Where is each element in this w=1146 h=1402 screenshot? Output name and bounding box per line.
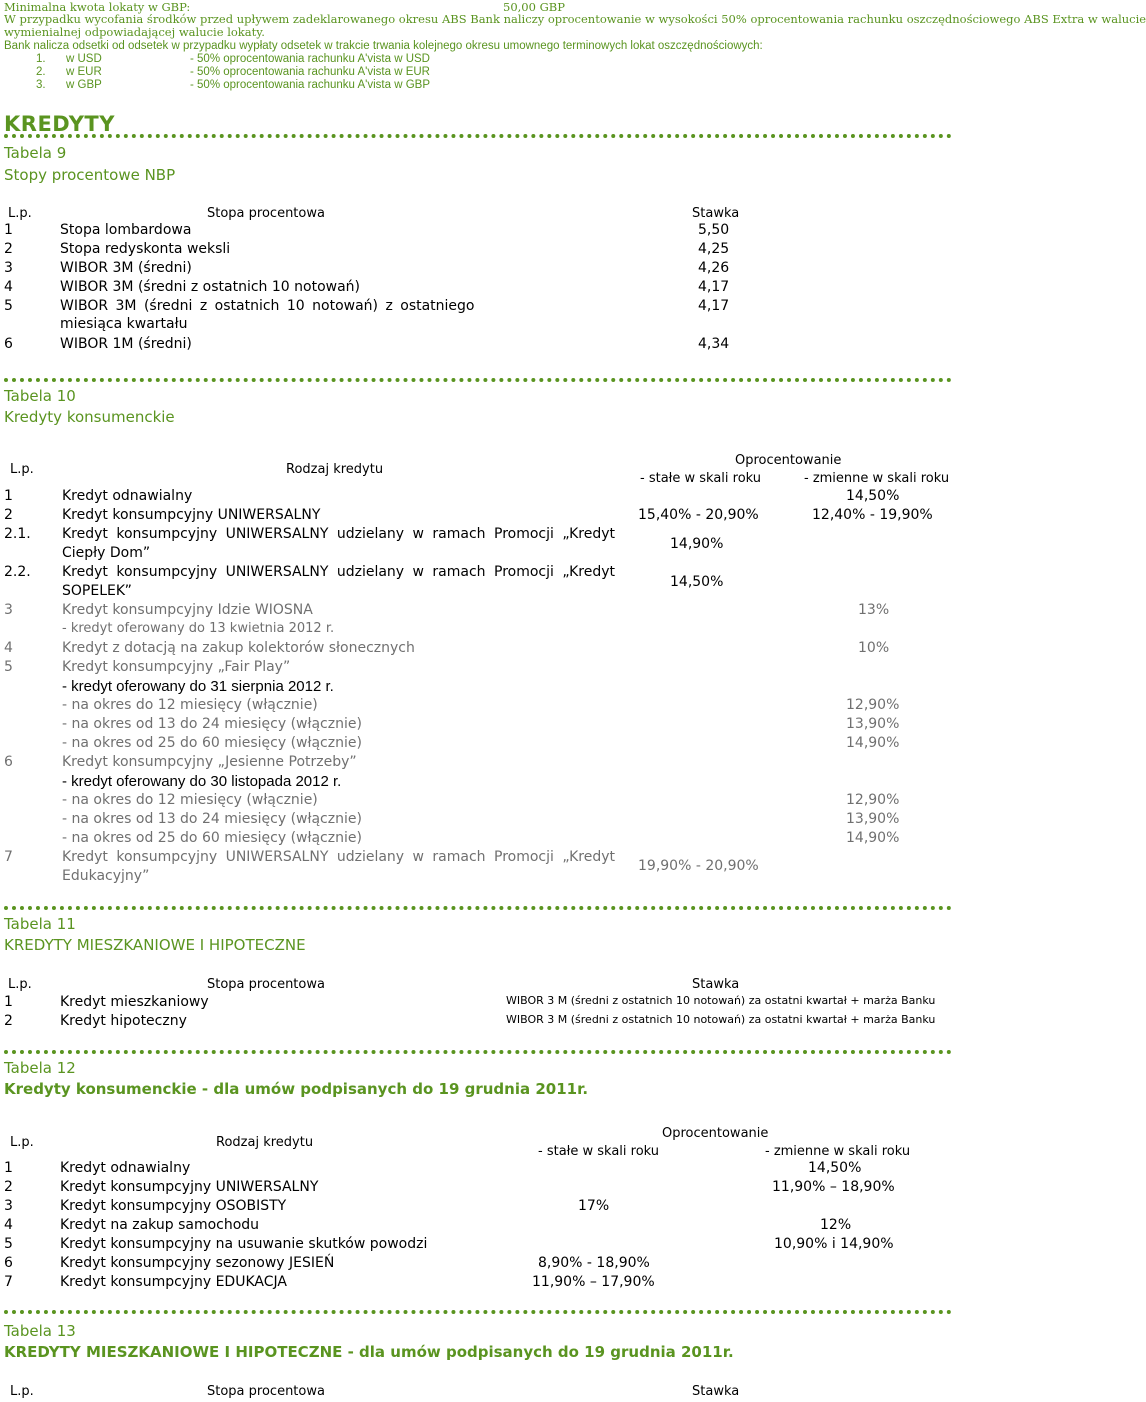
row-name: Kredyt hipoteczny xyxy=(60,1013,187,1029)
list-item-currency: w GBP xyxy=(66,79,102,91)
sub-row-variable: 14,90% xyxy=(846,735,900,751)
row-rate: WIBOR 3 M (średni z ostatnich 10 notowań) za ostatni kwartał + marża Banku xyxy=(506,994,936,1007)
row-variable: 10,90% i 14,90% xyxy=(774,1236,894,1252)
row-name: Kredyt konsumpcyjny „Jesienne Potrzeby” xyxy=(62,754,357,770)
row-lp: 1 xyxy=(4,488,13,504)
row-fixed: 19,90% - 20,90% xyxy=(638,858,759,874)
row-variable: 10% xyxy=(858,640,890,656)
col-header-name: Rodzaj kredytu xyxy=(216,1135,314,1150)
row-name: Stopa lombardowa xyxy=(60,222,192,238)
sub-row-variable: 12,90% xyxy=(846,697,900,713)
row-rate: 4,26 xyxy=(698,260,730,276)
row-lp: 4 xyxy=(4,1217,13,1233)
col-header-name: Stopa procentowa xyxy=(207,1384,325,1399)
row-rate: 4,17 xyxy=(698,298,730,314)
row-lp: 2 xyxy=(4,1013,13,1029)
row-lp: 4 xyxy=(4,640,13,656)
col-header-fixed: - stałe w skali roku xyxy=(640,471,762,486)
list-item-text: - 50% oprocentowania rachunku A'vista w GBP xyxy=(190,79,430,91)
dotted-divider xyxy=(4,1310,952,1314)
row-variable: 14,50% xyxy=(846,488,900,504)
list-item-num: 3. xyxy=(36,79,46,91)
row-variable: 14,50% xyxy=(808,1160,862,1176)
row-variable: 13% xyxy=(858,602,890,618)
withdrawal-note-cont: wymienialnej odpowiadającej walucie lokaty. xyxy=(4,25,265,39)
withdrawal-note: W przypadku wycofania środków przed upływem zadeklarowanego okresu ABS Bank naliczy oprocentowanie w wysokości 50% oprocentowania rachunku oszczędnościowego ABS Extra w walucie xyxy=(4,12,1146,26)
col-header-lp: L.p. xyxy=(10,1135,34,1150)
row-lp: 5 xyxy=(4,1236,13,1252)
row-lp: 5 xyxy=(4,659,13,675)
row-rate: 4,17 xyxy=(698,279,730,295)
row-name: WIBOR 1M (średni) xyxy=(60,336,192,352)
row-lp: 1 xyxy=(4,222,13,238)
sub-row-name: - na okres do 12 miesięcy (włącznie) xyxy=(62,697,318,713)
sub-row-variable: 13,90% xyxy=(846,716,900,732)
sub-row-name: - na okres od 25 do 60 miesięcy (włącznie) xyxy=(62,735,362,751)
row-rate: 4,34 xyxy=(698,336,730,352)
row-name: Kredyt konsumpcyjny UNIWERSALNY udzielany w ramach Promocji „Kredyt xyxy=(62,526,615,542)
row-lp: 3 xyxy=(4,260,13,276)
dotted-divider xyxy=(4,1050,952,1054)
row-name: Kredyt konsumpcyjny OSOBISTY xyxy=(60,1198,287,1214)
row-lp: 5 xyxy=(4,298,13,314)
col-header-lp: L.p. xyxy=(8,206,32,221)
col-header-lp: L.p. xyxy=(8,977,32,992)
row-name: Stopa redyskonta weksli xyxy=(60,241,231,257)
list-item-num: 2. xyxy=(36,66,46,78)
compound-interest-note: Bank nalicza odsetki od odsetek w przypadku wypłaty odsetek w trakcie trwania kolejnego okresu umownego terminowych lokat oszczędnościowych: xyxy=(4,40,763,52)
row-fixed: 14,90% xyxy=(670,536,724,552)
sub-row-name: - na okres od 25 do 60 miesięcy (włącznie) xyxy=(62,830,362,846)
row-name: WIBOR 3M (średni) xyxy=(60,260,192,276)
row-name: Kredyt konsumpcyjny UNIWERSALNY udzielany w ramach Promocji „Kredyt xyxy=(62,564,615,580)
row-lp: 2.2. xyxy=(4,564,31,580)
table-title: Kredyty konsumenckie - dla umów podpisanych do 19 grudnia 2011r. xyxy=(4,1080,589,1098)
dotted-divider xyxy=(4,906,952,910)
row-fixed: 14,50% xyxy=(670,574,724,590)
row-name: Kredyt na zakup samochodu xyxy=(60,1217,260,1233)
row-name: Kredyt konsumpcyjny na usuwanie skutków powodzi xyxy=(60,1236,428,1252)
row-fixed: 11,90% – 17,90% xyxy=(532,1274,655,1290)
row-name: Kredyt konsumpcyjny UNIWERSALNY xyxy=(60,1179,319,1195)
row-lp: 2 xyxy=(4,241,13,257)
table-title: KREDYTY MIESZKANIOWE I HIPOTECZNE - dla umów podpisanych do 19 grudnia 2011r. xyxy=(4,1343,734,1361)
row-fixed: 17% xyxy=(578,1198,610,1214)
row-name: Kredyt konsumpcyjny Idzie WIOSNA xyxy=(62,602,313,618)
row-name: Kredyt odnawialny xyxy=(60,1160,191,1176)
row-name: Kredyt konsumpcyjny sezonowy JESIEŃ xyxy=(60,1255,335,1271)
row-name: Kredyt mieszkaniowy xyxy=(60,994,209,1010)
row-fixed: 8,90% - 18,90% xyxy=(538,1255,650,1271)
list-item-num: 1. xyxy=(36,53,46,65)
row-name: Kredyt konsumpcyjny UNIWERSALNY udzielany w ramach Promocji „Kredyt xyxy=(62,849,615,865)
col-header-rate: Stawka xyxy=(692,1384,740,1399)
row-lp: 2 xyxy=(4,1179,13,1195)
row-lp: 6 xyxy=(4,336,13,352)
min-amount-label: Minimalna kwota lokaty w GBP: xyxy=(4,0,191,14)
col-header-rate: Stawka xyxy=(692,206,740,221)
row-variable: 11,90% – 18,90% xyxy=(772,1179,895,1195)
list-item-currency: w USD xyxy=(66,53,102,65)
table-title: KREDYTY MIESZKANIOWE I HIPOTECZNE xyxy=(4,936,306,954)
row-name-cont: Edukacyjny” xyxy=(62,868,150,884)
col-header-lp: L.p. xyxy=(10,462,34,477)
row-fixed: 15,40% - 20,90% xyxy=(638,507,759,523)
row-rate: WIBOR 3 M (średni z ostatnich 10 notowań) za ostatni kwartał + marża Banku xyxy=(506,1013,936,1026)
row-name: Kredyt z dotacją na zakup kolektorów słonecznych xyxy=(62,640,415,656)
col-header-name: Stopa procentowa xyxy=(207,206,325,221)
sub-row-name: - na okres do 12 miesięcy (włącznie) xyxy=(62,792,318,808)
row-lp: 2 xyxy=(4,507,13,523)
row-name-cont: - kredyt oferowany do 13 kwietnia 2012 r. xyxy=(62,621,335,636)
row-lp: 2.1. xyxy=(4,526,31,542)
col-header-fixed: - stałe w skali roku xyxy=(538,1144,660,1159)
col-header-name: Rodzaj kredytu xyxy=(286,462,384,477)
row-name: WIBOR 3M (średni z ostatnich 10 notowań) xyxy=(60,279,361,295)
table-label: Tabela 10 xyxy=(4,387,76,405)
row-lp: 3 xyxy=(4,1198,13,1214)
min-amount-value: 50,00 GBP xyxy=(503,0,565,14)
sub-row-name: - na okres od 13 do 24 miesięcy (włącznie) xyxy=(62,811,362,827)
col-header-variable: - zmienne w skali roku xyxy=(804,471,950,486)
dotted-divider xyxy=(4,134,952,138)
col-header-interest: Oprocentowanie xyxy=(662,1126,769,1141)
row-lp: 1 xyxy=(4,1160,13,1176)
row-variable: 12,40% - 19,90% xyxy=(812,507,933,523)
row-lp: 1 xyxy=(4,994,13,1010)
list-item-text: - 50% oprocentowania rachunku A'vista w USD xyxy=(190,53,430,65)
row-name: Kredyt konsumpcyjny EDUKACJA xyxy=(60,1274,287,1290)
list-item-text: - 50% oprocentowania rachunku A'vista w EUR xyxy=(190,66,430,78)
row-rate: 4,25 xyxy=(698,241,730,257)
table-title: Kredyty konsumenckie xyxy=(4,408,175,426)
col-header-lp: L.p. xyxy=(10,1384,34,1399)
table-label: Tabela 12 xyxy=(4,1059,76,1077)
row-name-cont: Ciepły Dom” xyxy=(62,545,151,561)
dotted-divider xyxy=(4,378,952,382)
table-label: Tabela 13 xyxy=(4,1322,76,1340)
row-rate: 5,50 xyxy=(698,222,730,238)
table-label: Tabela 9 xyxy=(4,144,67,162)
sub-row-variable: 14,90% xyxy=(846,830,900,846)
col-header-variable: - zmienne w skali roku xyxy=(765,1144,911,1159)
section-title: KREDYTY xyxy=(4,112,115,136)
col-header-interest: Oprocentowanie xyxy=(735,453,842,468)
row-name-cont: - kredyt oferowany do 31 sierpnia 2012 r. xyxy=(62,678,334,695)
row-name: Kredyt konsumpcyjny UNIWERSALNY xyxy=(62,507,321,523)
row-lp: 6 xyxy=(4,1255,13,1271)
table-label: Tabela 11 xyxy=(4,915,76,933)
row-lp: 6 xyxy=(4,754,13,770)
row-lp: 7 xyxy=(4,1274,13,1290)
row-lp: 7 xyxy=(4,849,13,865)
row-name: WIBOR 3M (średni z ostatnich 10 notowań) z ostatniego xyxy=(60,298,475,314)
row-name: Kredyt odnawialny xyxy=(62,488,193,504)
row-variable: 12% xyxy=(820,1217,852,1233)
sub-row-name: - na okres od 13 do 24 miesięcy (włącznie) xyxy=(62,716,362,732)
list-item-currency: w EUR xyxy=(66,66,102,78)
row-name: Kredyt konsumpcyjny „Fair Play” xyxy=(62,659,291,675)
sub-row-variable: 12,90% xyxy=(846,792,900,808)
table-title: Stopy procentowe NBP xyxy=(4,166,176,184)
row-lp: 3 xyxy=(4,602,13,618)
sub-row-variable: 13,90% xyxy=(846,811,900,827)
col-header-name: Stopa procentowa xyxy=(207,977,325,992)
col-header-rate: Stawka xyxy=(692,977,740,992)
row-lp: 4 xyxy=(4,279,13,295)
row-name-cont: SOPELEK” xyxy=(62,583,132,599)
row-name-cont: - kredyt oferowany do 30 listopada 2012 r. xyxy=(62,773,342,790)
row-name-cont: miesiąca kwartału xyxy=(60,316,188,332)
